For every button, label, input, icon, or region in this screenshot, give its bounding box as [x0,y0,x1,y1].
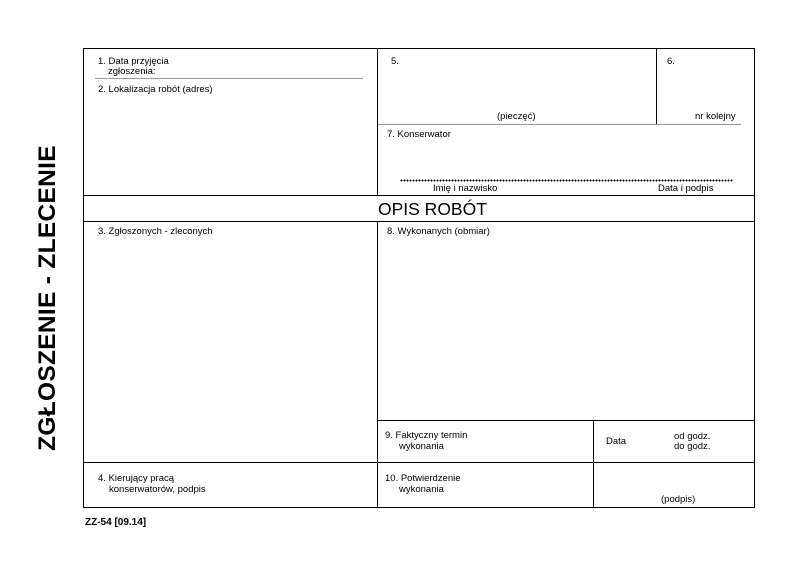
field-6-caption: nr kolejny [695,111,736,122]
divider-f8-f9 [377,420,754,421]
divider-top-right [656,48,657,124]
field-7-label: 7. Konserwator [387,129,451,140]
divider-f9-data [593,420,594,507]
field-2-label: 2. Lokalizacja robót (adres) [98,84,213,95]
field-7-name-caption: Imię i nazwisko [433,183,498,194]
section-title: OPIS ROBÓT [378,199,487,219]
divider-f5-f7 [378,124,741,125]
field-1-label-cont: zgłoszenia: [108,66,156,77]
field-4-label: 4. Kierujący pracą [98,473,175,484]
field-10-label-cont: wykonania [399,484,444,495]
divider-f1-f2 [95,78,363,79]
divider-middle-lower [377,221,378,507]
divider-top-middle [377,48,378,196]
field-4-label-cont: konserwatorów, podpis [109,484,206,495]
divider-below-opis [83,221,754,222]
field-10-label: 10. Potwierdzenie [385,473,461,484]
field-6-label: 6. [667,56,675,67]
field-8-label: 8. Wykonanych (obmiar) [387,226,490,237]
field-3-label: 3. Zgłoszonych - zleconych [98,226,213,237]
form-side-title: ZGŁOSZENIE - ZLECENIE [34,145,61,451]
field-9-label-cont: wykonania [399,441,444,452]
signature-dotted-line [400,179,733,182]
field-9-date-label: Data [606,436,627,447]
field-9-to-label: do godz. [674,441,711,452]
field-9-label: 9. Faktyczny termin [385,430,468,441]
form-code: ZZ-54 [09.14] [85,517,147,528]
field-1-label: 1. Data przyjęcia [98,56,169,67]
field-10-signature-caption: (podpis) [661,494,696,505]
divider-row-bottom [83,462,754,463]
field-5-stamp-caption: (pieczęć) [497,111,536,122]
field-7-date-caption: Data i podpis [658,183,714,194]
divider-above-opis [83,195,754,196]
field-5-label: 5. [391,56,399,67]
field-9-from-label: od godz. [674,431,711,442]
